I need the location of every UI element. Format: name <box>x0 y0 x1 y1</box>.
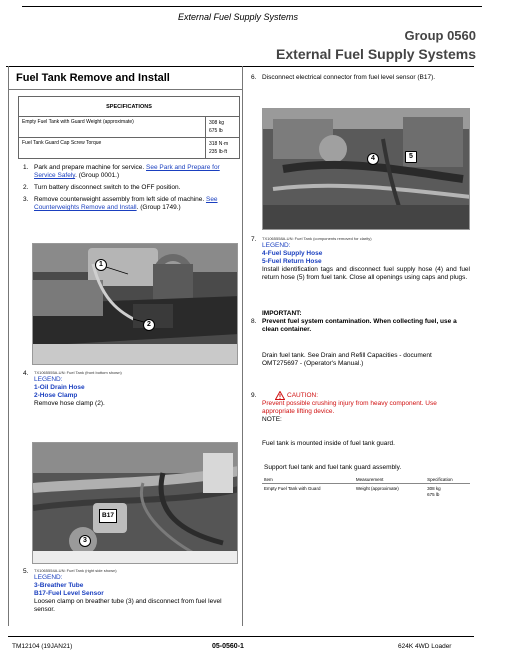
sensor-label-b17: B17 <box>99 509 117 523</box>
footer-model: 624K 4WD Loader <box>398 643 452 650</box>
callout-4: 4 <box>367 153 379 165</box>
park-prepare-link[interactable]: See Park and Prepare for Service Safely <box>34 164 220 179</box>
legend-title: LEGEND: <box>262 242 291 249</box>
column-header: Measurement <box>354 476 425 484</box>
photo-caption: TX1065555A-UN: Fuel Tank (front bottom shown) <box>34 370 122 375</box>
photo-caption: TX1065554A-UN: Fuel Tank (right side shown) <box>34 568 117 573</box>
legend-item: 3-Breather Tube <box>34 582 84 589</box>
step-text: Disconnect electrical connector from fuel level sensor (B17). <box>262 74 436 81</box>
step-6: 6. Disconnect electrical connector from fuel level sensor (B17). <box>251 74 436 81</box>
column-header: Item <box>262 476 354 484</box>
legend-item: 1-Oil Drain Hose <box>34 384 85 391</box>
important-text: Prevent fuel system contamination. When collecting fuel, use a clean container. <box>262 318 457 333</box>
legend-item: B17-Fuel Level Sensor <box>34 590 104 597</box>
step-1: 1. Park and prepare machine for service. See Park and Prepare for Service Safely. (Group 0001.) <box>23 164 220 179</box>
weight-spec-table <box>262 476 470 500</box>
group-number: Group 0560 <box>404 28 476 43</box>
callout-1: 1 <box>95 259 107 271</box>
step-text: Turn battery disconnect switch to the OFF position. <box>34 184 181 191</box>
fuel-tank-hoses-photo <box>262 108 470 230</box>
spec-value-metric: 318 N·m <box>209 141 229 147</box>
spec-value-imperial: 675 lb <box>209 128 223 134</box>
fuel-tank-right-illustration <box>33 443 238 564</box>
table-header-row <box>262 476 470 484</box>
spec-label: Fuel Tank Guard Cap Screw Torque <box>19 138 206 159</box>
photo-caption: TX1065558A-UN: Fuel Tank (components removed for clarity) <box>262 236 372 241</box>
callout-5: 5 <box>405 151 417 163</box>
section-title: Fuel Tank Remove and Install <box>16 72 170 84</box>
step-8: IMPORTANT: 8. Prevent fuel system contamination. When collecting fuel, use a clean container. <box>262 310 470 334</box>
important-label: IMPORTANT: <box>262 310 302 317</box>
note-label: NOTE: <box>262 416 282 423</box>
spec-value <box>206 138 240 159</box>
column-header: Specification <box>425 476 470 484</box>
group-title: External Fuel Supply Systems <box>276 46 476 62</box>
legend-title: LEGEND: <box>34 376 63 383</box>
section-title-rule <box>8 89 243 90</box>
legend-item: 5-Fuel Return Hose <box>262 258 322 265</box>
step-text: Loosen clamp on breather tube (3) and disconnect from fuel level sensor. <box>34 598 222 613</box>
counterweights-link[interactable]: See Counterweights Remove and Install <box>34 196 218 211</box>
step-2: 2. Turn battery disconnect switch to the OFF position. <box>23 184 181 191</box>
callout-3: 3 <box>79 535 91 547</box>
step-text: Install identification tags and disconnect fuel supply hose (4) and fuel return hose (5) from fuel tank. Close all openings using caps and plugs. <box>262 266 470 281</box>
legend-item: 2-Hose Clamp <box>34 392 78 399</box>
step-3: 3. Remove counterweight assembly from left side of machine. See Counterweights Remove and Install. (Group 1749.) <box>23 196 218 211</box>
spec-table-heading: SPECIFICATIONS <box>19 97 240 117</box>
fuel-tank-hoses-illustration <box>263 109 470 230</box>
spec-value-imperial: 235 lb·ft <box>209 149 228 155</box>
callout-2: 2 <box>143 319 155 331</box>
support-text: Support fuel tank and fuel tank guard assembly. <box>264 464 402 471</box>
specifications-table <box>18 96 240 159</box>
legend-step-4 <box>34 376 240 408</box>
table-cell: Weight (approximate) <box>355 486 399 491</box>
top-rule <box>22 6 482 7</box>
spec-label: Empty Fuel Tank with Guard Weight (approximate) <box>19 117 206 138</box>
footer-page-number: 05-0560-1 <box>212 643 244 650</box>
step-text: Park and prepare machine for service. <box>34 164 145 171</box>
step-9: 9. CAUTION: Prevent possible crushing injury from heavy component. Use appropriate lifting device. NOTE: <box>262 392 470 424</box>
footer-rule <box>8 636 474 637</box>
table-row <box>19 138 240 159</box>
note-text: Fuel tank is mounted inside of fuel tank guard. <box>262 440 395 447</box>
legend-step-7 <box>262 242 470 282</box>
fuel-tank-right-photo <box>32 442 238 564</box>
fuel-tank-front-photo <box>32 243 238 365</box>
spec-value-metric: 308 kg <box>209 120 225 126</box>
step-text: Remove hose clamp (2). <box>34 400 105 407</box>
caution-label: CAUTION: <box>287 392 319 399</box>
legend-step-5 <box>34 574 240 614</box>
table-row <box>19 117 240 138</box>
table-row <box>262 484 470 501</box>
legend-title: LEGEND: <box>34 574 63 581</box>
table-cell: 308 kg 675 lb <box>427 486 441 497</box>
footer-doc-id: TM12104 (19JAN21) <box>12 643 73 650</box>
legend-item: 4-Fuel Supply Hose <box>262 250 323 257</box>
running-header: External Fuel Supply Systems <box>178 12 299 22</box>
step-8-text: Drain fuel tank. See Drain and Refill Capacities - document OMT275697 - (Operator's Manual.) <box>262 352 432 367</box>
step-text: Remove counterweight assembly from left side of machine. <box>34 196 205 203</box>
spec-value <box>206 117 240 138</box>
fuel-tank-front-illustration <box>33 244 238 365</box>
caution-text: Prevent possible crushing injury from heavy component. Use appropriate lifting device. <box>262 400 437 415</box>
table-cell: Empty Fuel Tank with Guard <box>264 486 321 491</box>
